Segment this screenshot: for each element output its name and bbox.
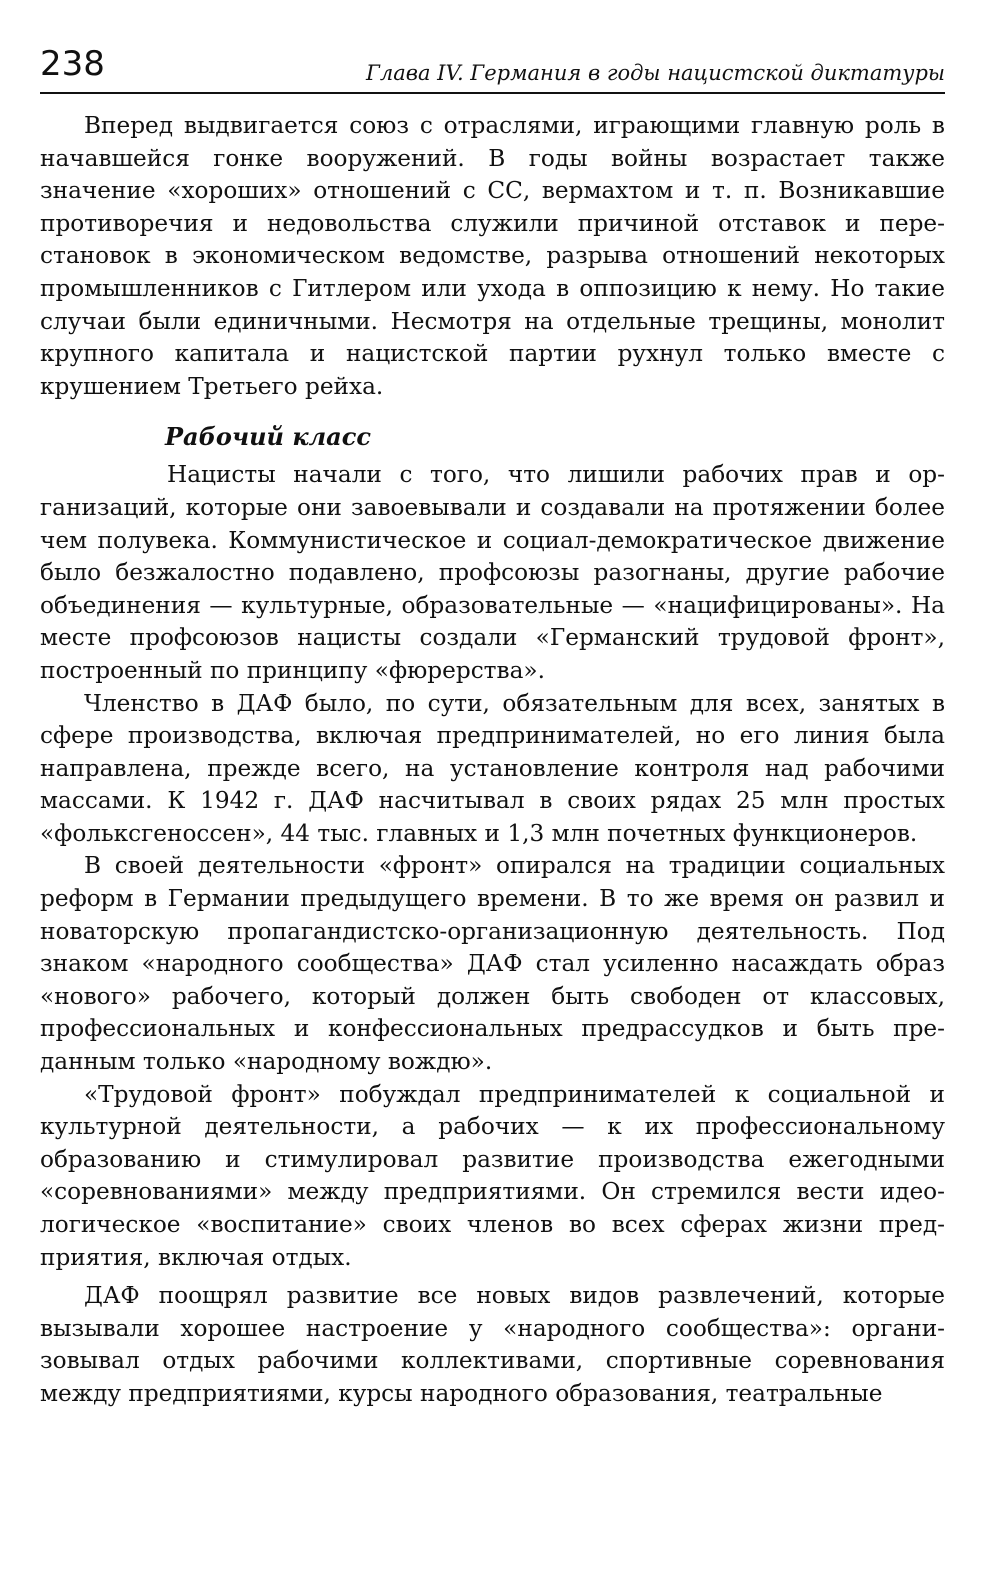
running-header [40, 40, 945, 94]
paragraph-6: ДАФ поощрял развитие все новых видов развлечений, которые вызывали хорошее настроение у «народного сообщества»: организовывал отдых рабочими коллективами, спортивные соревнования между предприятиями, курсы народного образования, театральные [40, 1282, 945, 1407]
paragraph-1: Вперед выдвигается союз с отраслями, играющими главную роль в начавшейся гонке вооружений. В годы войны возрастает также значение «хороших» отношений с СС, вермахтом и т. п. Возникавшие противоречия и недовольства служили причиной отставок и перестановок в экономическом ведомстве, разрыва отношений некоторых промышленников с Гитлером или ухода в оппозицию к нему. Но такие случаи были единичными. Несмотря на отдельные трещины, монолит крупного капитала и нацистской партии рухнул только вместе с крушением Третьего рейха. [40, 112, 945, 400]
paragraph-3: Членство в ДАФ было, по сути, обязательным для всех, занятых в сфере производства, включая предпринимателей, но его линия была направлена, прежде всего, на установление контроля над рабочими массами. К 1942 г. ДАФ насчитывал в своих рядах 25 млн простых «фольксгеноссен», 44 тыс. главных и 1,3 млн почетных функционеров. [40, 689, 945, 847]
paragraph-5: «Трудовой фронт» побуждал предпринимателей к социальной и культурной деятельности, а рабочих — к их профессиональному образованию и стимулировал развитие производства ежегодными «соревнованиями» между предприятиями. Он стремился вести идеологическое «воспитание» своих членов во всех сферах жизни предприятия, включая отдых. [40, 1080, 945, 1271]
section-subheading: Рабочий класс [165, 422, 371, 452]
paragraph-2: Нацисты начали с того, что лишили рабочих прав и организаций, которые они завоевывали и создавали на протяжении более чем полувека. Коммунистическое и социал-демократическое движение было безжалостно подавлено, профсоюзы разогнаны, другие рабочие объединения — культурные, образовательные — «нацифицированы». На месте профсоюзов нацисты создали «Германский трудовой фронт», построенный по принципу «фюрерства». [40, 461, 945, 684]
paragraph-4: В своей деятельности «фронт» опирался на традиции социальных реформ в Германии предыдущего времени. В то же время он развил и новаторскую пропагандистско-организационную деятельность. Под знаком «народного сообщества» ДАФ стал усиленно насаждать образ «нового» рабочего, который должен быть свободен от классовых, профессиональных и конфессиональных предрассудков и быть преданным только «народному вождю». [40, 852, 945, 1076]
chapter-title: Глава IV. Германия в годы нацистской диктатуры [365, 61, 945, 85]
book-page [40, 40, 945, 1411]
page-body [40, 110, 945, 1411]
page-number: 238 [40, 44, 105, 84]
